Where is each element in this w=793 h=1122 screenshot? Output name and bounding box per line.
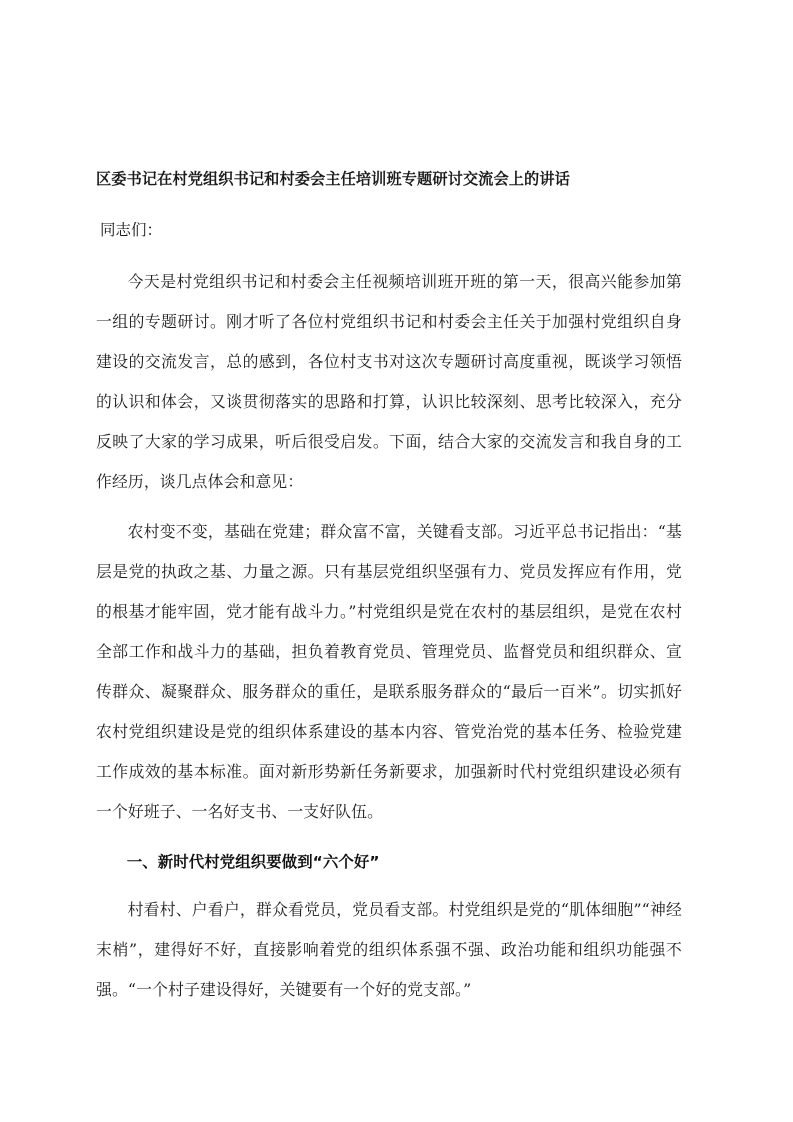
- section-paragraph-1: 村看村、户看户，群众看党员，党员看支部。村党组织是党的“肌体细胞”“神经末梢”，建得好不好，直接影响着党的组织体系强不强、政治功能和组织功能强不强。“一个村子建设得好，关键要有一个好的党支部。”: [96, 900, 682, 999]
- document-body: [96, 166, 682, 1010]
- section-heading-1: 一、新时代村党组织要做到“六个好”: [126, 853, 380, 871]
- salutation: 同志们：: [100, 221, 163, 239]
- body-paragraph-1: 今天是村党组织书记和村委会主任视频培训班开班的第一天，很高兴能参加第一组的专题研讨。刚才听了各位村党组织书记和村委会主任关于加强村党组织自身建设的交流发言，总的感到，各位村支书对这次专题研讨高度重视，既谈学习领悟的认识和体会，又谈贯彻落实的思路和打算，认识比较深刻、思考比较深入，充分反映了大家的学习成果，听后很受启发。下面，结合大家的交流发言和我自身的工作经历，谈几点体会和意见：: [96, 272, 682, 491]
- document-title: 区委书记在村党组织书记和村委会主任培训班专题研讨交流会上的讲话: [96, 170, 570, 188]
- body-paragraph-2: 农村变不变，基础在党建；群众富不富，关键看支部。习近平总书记指出：“基层是党的执政之基、力量之源。只有基层党组织坚强有力、党员发挥应有作用，党的根基才能牢固，党才能有战斗力。”村党组织是党在农村的基层组织，是党在农村全部工作和战斗力的基础，担负着教育党员、管理党员、监督党员和组织群众、宣传群众、凝聚群众、服务群众的重任，是联系服务群众的“最后一百米”。切实抓好农村党组织建设是党的组织体系建设的基本内容、管党治党的基本任务、检验党建工作成效的基本标准。面对新形势新任务新要求，加强新时代村党组织建设必须有一个好班子、一名好支书、一支好队伍。: [96, 522, 682, 821]
